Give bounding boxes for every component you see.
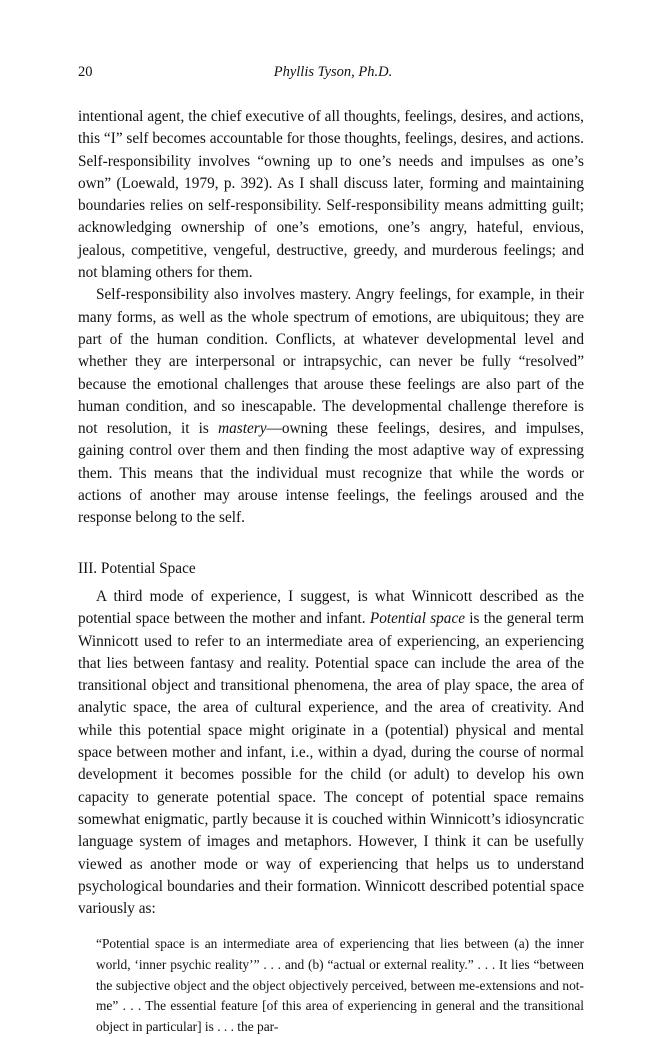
page-body [78, 106, 584, 1037]
page-number: 20 [78, 64, 93, 80]
page-header [78, 64, 588, 84]
paragraph-2-text-a: Self-responsibility also involves mastery. Angry feelings, for example, in their many forms, as well as the whole spectrum of emotions, are ubiquitous; they are part of the human condition. Conflicts, at whatever developmental level and whether they are interpersonal or intrapsychic, can never be fully “resolved” because the emotional challenges that arouse these feelings are also part of the human condition, and so inescapable. The developmental challenge therefore is not resolution, it is [78, 286, 584, 438]
block-quote: “Potential space is an intermediate area of experiencing that lies between (a) the inner world, ‘inner psychic reality’” . . . and (b) “actual or external reality.” . . . It lies “between the subjective object and the object objectively perceived, between me-extensions and not-me” . . . The essential feature [of this area of experiencing in general and the transitional object in particular] is . . . the par- [96, 936, 584, 1034]
paragraph-3-text-b: is the general term Winnicott used to refer to an intermediate area of experiencing, an experiencing that lies between fantasy and reality. Potential space can include the area of the transitional object and transitional phenomena, the area of play space, the area of analytic space, the area of cultural experience, and the area of creativity. And while this potential space might originate in a (potential) physical and mental space between mother and infant, i.e., within a dyad, during the course of normal development it becomes possible for the child (or adult) to develop his own capacity to generate potential space. The concept of potential space remains somewhat enigmatic, partly because it is couched within Winnicott’s idiosyncratic language system of images and metaphors. However, I think it can be usefully viewed as another mode or way of experiencing that helps us to understand psychological boundaries and their formation. Winnicott described potential space variously as: [78, 610, 584, 918]
running-head: Phyllis Tyson, Ph.D. [273, 64, 393, 80]
paragraph-3-text-a: A third mode of experience, I suggest, is what Winnicott described as the potential space between the mother and infant. [78, 587, 584, 628]
paragraph-3 [78, 586, 584, 920]
potential-space-emphasis: Potential space [369, 610, 466, 628]
paragraph-1: intentional agent, the chief executive of all thoughts, feelings, desires, and actions, this “I” self becomes accountable for those thoughts, feelings, desires, and actions. Self-responsibility involves “owning up to one’s needs and impulses as one’s own” (Loewald, 1979, p. 392). As I shall discuss later, forming and maintaining boundaries relies on self-responsibility. Self-responsibility means admitting guilt; acknowledging ownership of one’s emotions, one’s angry, hateful, envious, jealous, competitive, vengeful, destructive, greedy, and murderous feelings; and not blaming others for them. [78, 108, 584, 282]
mastery-emphasis: mastery [218, 420, 267, 438]
paragraph-2-text-b: —owning these feelings, desires, and impulses, gaining control over them and then finding the most adaptive way of expressing them. This means that the individual must recognize that while the words or actions of another may arouse intense feelings, the feelings aroused and the response belong to the self. [78, 420, 584, 527]
section-heading: III. Potential Space [78, 559, 196, 577]
paragraph-2 [78, 284, 584, 529]
